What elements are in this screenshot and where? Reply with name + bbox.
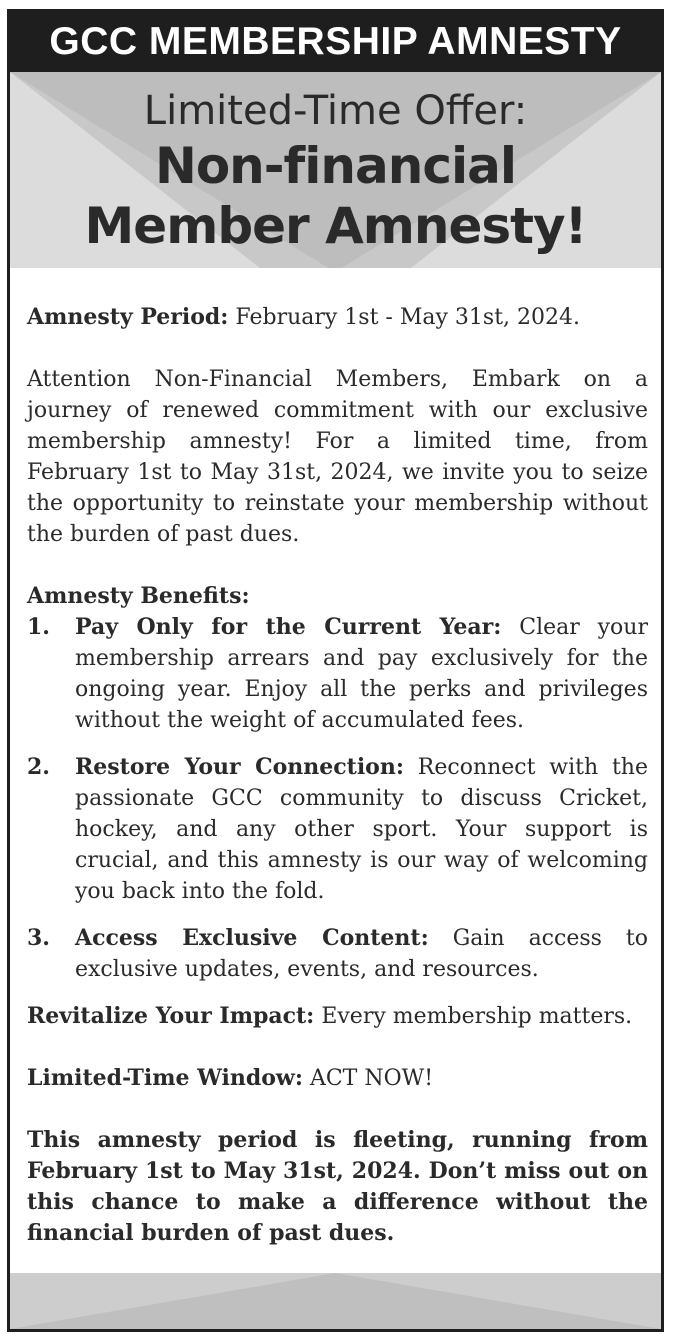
closing-paragraph: This amnesty period is fleeting, running from February 1st to May 31st, 2024. Don’t miss out on this chance to make a difference without the financial burden of past dues.: [27, 1127, 648, 1246]
window-paragraph: [27, 1063, 648, 1094]
intro-paragraph: Attention Non-Financial Members, Embark on a journey of renewed commitment with our exclusive membership amnesty! For a limited time, from February 1st to May 31st, 2024, we invite you to seize the opportunity to reinstate your membership without the burden of past dues.: [27, 367, 648, 547]
benefits-heading: Amnesty Benefits:: [27, 583, 250, 609]
impact-paragraph: [27, 1001, 648, 1032]
benefit-title: Access Exclusive Content:: [75, 925, 429, 951]
headline-line-2: Member Amnesty!: [84, 197, 587, 255]
benefits-list: [27, 612, 648, 985]
benefit-title: Restore Your Connection:: [75, 754, 404, 780]
offer-subtitle: Limited-Time Offer:: [143, 88, 528, 134]
impact-label: Revitalize Your Impact:: [27, 1003, 315, 1029]
list-item: [27, 923, 648, 985]
benefit-number: 1.: [27, 614, 50, 640]
bottom-envelope-graphic: [10, 1273, 661, 1329]
offer-banner: [10, 72, 661, 268]
benefit-text: Clear your membership arrears and pay exclusively for the ongoing year. Enjoy all the perks and privileges without the weight of accumulated fees.: [75, 615, 648, 733]
notice-title: GCC MEMBERSHIP AMNESTY: [49, 20, 622, 63]
window-label: Limited-Time Window:: [27, 1065, 303, 1091]
amnesty-period: [27, 302, 648, 333]
benefit-text: Reconnect with the passionate GCC community to discuss Cricket, hockey, and any other sport. Your support is crucial, and this amnesty is our way of welcoming you back into the fold.: [75, 755, 648, 904]
list-item: [27, 752, 648, 907]
amnesty-notice: [7, 9, 664, 1332]
headline-line-1: Non-financial: [154, 137, 517, 195]
period-label: Amnesty Period:: [27, 304, 229, 330]
impact-text: Every membership matters.: [321, 1004, 633, 1029]
header-bar: [10, 12, 661, 72]
bottom-band: [10, 1273, 661, 1329]
benefit-title: Pay Only for the Current Year:: [75, 614, 502, 640]
notice-body: [27, 302, 648, 1249]
benefit-number: 3.: [27, 925, 50, 951]
list-item: [27, 612, 648, 736]
benefit-number: 2.: [27, 754, 50, 780]
period-value: February 1st - May 31st, 2024.: [235, 305, 581, 330]
window-text: ACT NOW!: [309, 1066, 434, 1091]
benefit-text: Gain access to exclusive updates, events, and resources.: [75, 926, 648, 982]
